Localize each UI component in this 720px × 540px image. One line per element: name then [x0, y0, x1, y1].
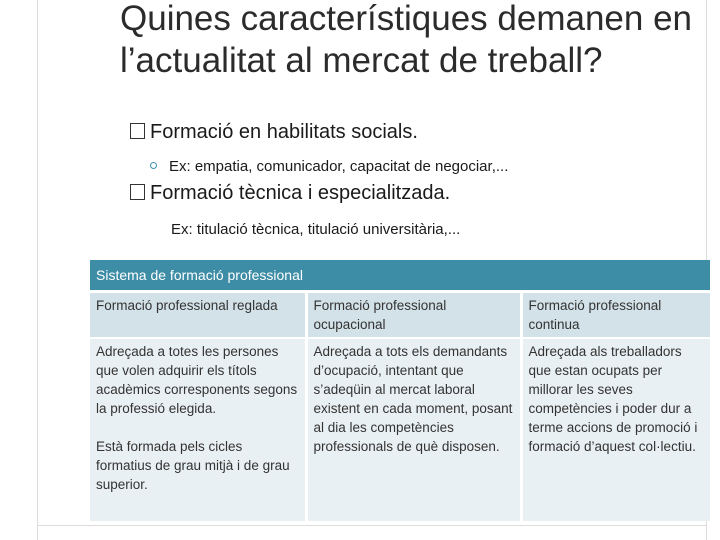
- sub-bullet-social-examples: [150, 158, 508, 175]
- description-text: Adreçada a totes les persones que volen adquirir els títols acadèmics corresponents segons la professió elegida.: [96, 344, 298, 416]
- column-title-continua: Formació professional continua: [521, 292, 710, 339]
- bullet-social-skills: [130, 121, 418, 144]
- description-ocupacional: Adreçada a tots els demandants d’ocupació, intentant que s’adeqüin al mercat laboral existent en cada moment, posant al dia les competències professionals de què disposen.: [306, 338, 521, 521]
- bullet-technical-training: [130, 182, 450, 205]
- checkbox-bullet-icon: [130, 184, 145, 200]
- slide-title: Quines característiques demanen en l’actualitat al mercat de treball?: [120, 0, 692, 80]
- bullet-text: Formació en habilitats socials.: [150, 121, 418, 143]
- checkbox-bullet-icon: [130, 123, 145, 139]
- training-system-table: [90, 260, 710, 521]
- table-header: Sistema de formació professional: [90, 260, 710, 292]
- description-continua: Adreçada als treballadors que estan ocupats per millorar les seves competències i poder dur a terme accions de promoció i formació d’aquest col·lectiu.: [521, 338, 710, 521]
- sub-bullet-technical-examples: Ex: titulació tècnica, titulació universitària,...: [171, 221, 461, 238]
- table-row: [90, 292, 710, 339]
- slide-frame-left: [37, 0, 38, 540]
- column-title-reglada: Formació professional reglada: [90, 292, 306, 339]
- slide-frame-bottom: [37, 525, 707, 526]
- ring-bullet-icon: [150, 162, 157, 169]
- column-title-ocupacional: Formació professional ocupacional: [306, 292, 521, 339]
- bullet-text: Formació tècnica i especialitzada.: [150, 182, 451, 204]
- description-note: Està formada pels cicles formatius de grau mitjà i de grau superior.: [96, 439, 290, 492]
- sub-bullet-text: Ex: empatia, comunicador, capacitat de negociar,...: [169, 158, 509, 175]
- table-row: [90, 338, 710, 521]
- description-reglada: [90, 338, 306, 521]
